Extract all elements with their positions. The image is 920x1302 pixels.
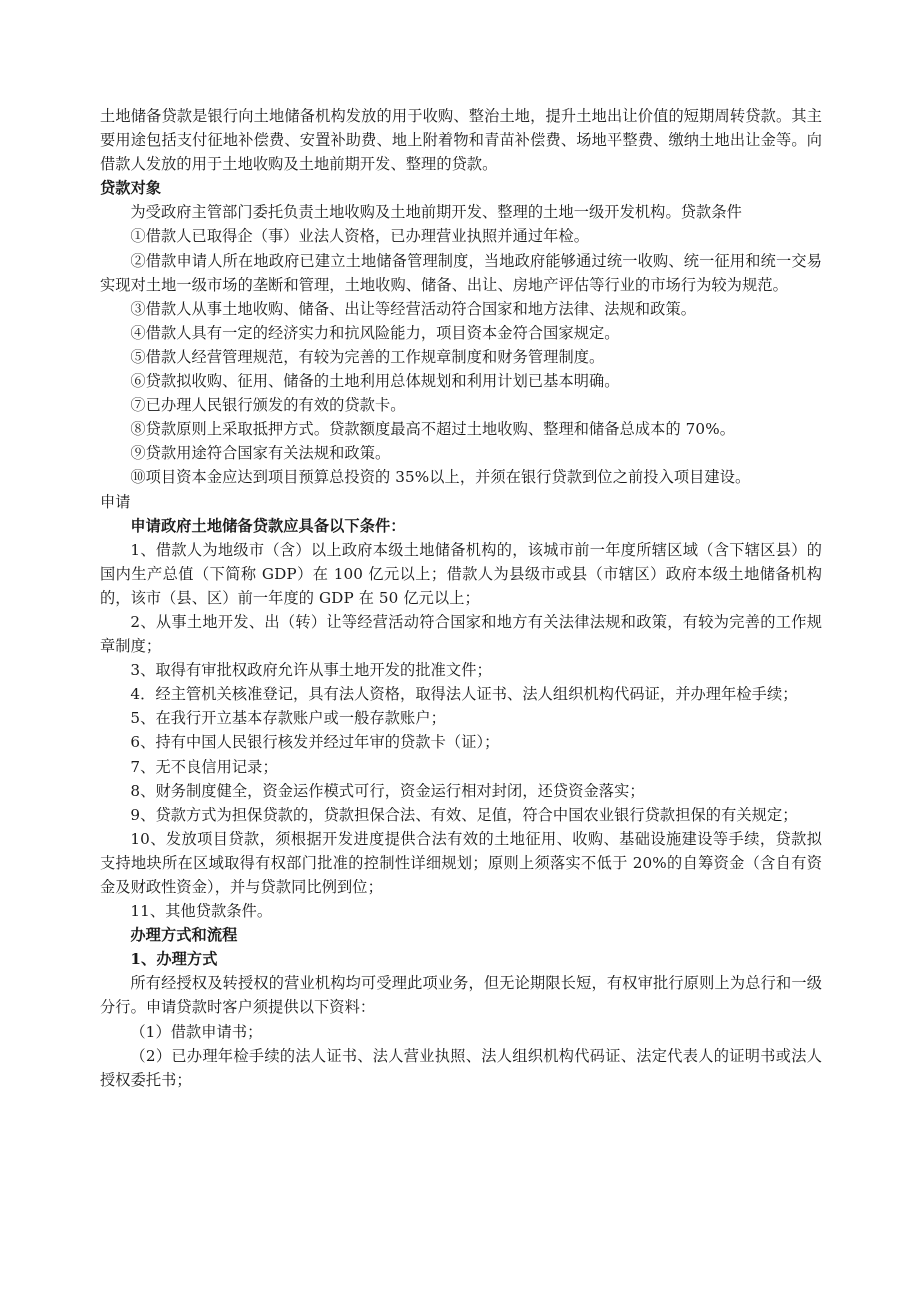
list-item-apply-9: 9、贷款方式为担保贷款的，贷款担保合法、有效、足值，符合中国农业银行贷款担保的有关规定； — [130, 805, 798, 824]
list-item-apply-2: 2、从事土地开发、出（转）让等经营活动符合国家和地方有关法律法规和政策，有较为完善的工作规章制度； — [100, 612, 822, 656]
list-item-condition-3: ③借款人从事土地收购、储备、出让等经营活动符合国家和地方法律、法规和政策。 — [130, 299, 697, 318]
list-item-apply-7: 7、无不良信用记录； — [130, 757, 278, 776]
list-item-apply-1: 1、借款人为地级市（含）以上政府本级土地储备机构的，该城市前一年度所辖区域（含下辖区县）的国内生产总值（下简称 GDP）在 100 亿元以上；借款人为县级市或县（市辖区）政府本级土地储备机构的，该市（县、区）前一年度的 GDP 在 50 亿元以上； — [100, 540, 822, 607]
list-item-apply-8: 8、财务制度健全，资金运作模式可行，资金运行相对封闭，还贷资金落实； — [130, 781, 645, 800]
list-item-condition-6: ⑥贷款拟收购、征用、储备的土地利用总体规划和利用计划已基本明确。 — [130, 372, 620, 391]
list-item-apply-11: 11、其他贷款条件。 — [130, 902, 273, 921]
heading-loan-target: 贷款对象 — [100, 179, 162, 198]
list-item-apply-5: 5、在我行开立基本存款账户或一般存款账户； — [130, 709, 446, 728]
list-item-condition-5: ⑤借款人经营管理规范，有较为完善的工作规章制度和财务管理制度。 — [130, 347, 605, 366]
list-item-condition-9: ⑨贷款用途符合国家有关法规和政策。 — [130, 444, 391, 463]
list-item-condition-1: ①借款人已取得企（事）业法人资格，已办理营业执照并通过年检。 — [130, 227, 590, 246]
list-item-condition-7: ⑦已办理人民银行颁发的有效的贷款卡。 — [130, 396, 406, 415]
list-item-material-2: （2）已办理年检手续的法人证书、法人营业执照、法人组织机构代码证、法定代表人的证明书或法人授权委托书； — [100, 1046, 822, 1089]
list-item-condition-4: ④借款人具有一定的经济实力和抗风险能力，项目资本金符合国家规定。 — [130, 323, 620, 342]
heading-application: 申请 — [100, 492, 131, 511]
list-item-condition-2: ②借款申请人所在地政府已建立土地储备管理制度，当地政府能够通过统一收购、统一征用和统一交易实现对土地一级市场的垄断和管理，土地收购、储备、出让、房地产评估等行业的市场行为较为规范。 — [100, 251, 822, 294]
list-item-apply-3: 3、取得有审批权政府允许从事土地开发的批准文件； — [130, 661, 492, 680]
heading-process-method: 1、办理方式 — [130, 950, 218, 969]
list-item-apply-10: 10、发放项目贷款，须根据开发进度提供合法有效的土地征用、收购、基础设施建设等手续，贷款拟支持地块所在区域取得有权部门批准的控制性详细规划；原则上须落实不低于 20%的自筹资金（含自有资金及财政性资金），并与贷款同比例到位； — [100, 829, 822, 896]
heading-application-conditions: 申请政府土地储备贷款应具备以下条件： — [130, 516, 406, 535]
list-item-apply-6: 6、持有中国人民银行核发并经过年审的贷款卡（证）； — [130, 733, 500, 752]
document-body — [100, 104, 822, 1092]
list-item-condition-10: ⑩项目资本金应达到项目预算总投资的 35%以上，并须在银行贷款到位之前投入项目建设。 — [130, 468, 751, 487]
list-item-condition-8: ⑧贷款原则上采取抵押方式。贷款额度最高不超过土地收购、整理和储备总成本的 70%。 — [130, 420, 736, 439]
paragraph-process-body: 所有经授权及转授权的营业机构均可受理此项业务，但无论期限长短，有权审批行原则上为总行和一级分行。申请贷款时客户须提供以下资料： — [100, 974, 822, 1017]
paragraph-loan-target-body: 为受政府主管部门委托负责土地收购及土地前期开发、整理的土地一级开发机构。贷款条件 — [130, 203, 742, 222]
paragraph-intro: 土地储备贷款是银行向土地储备机构发放的用于收购、整治土地，提升土地出让价值的短期周转贷款。其主要用途包括支付征地补偿费、安置补助费、地上附着物和青苗补偿费、场地平整费、缴纳土地出让金等。向借款人发放的用于土地收购及土地前期开发、整理的贷款。 — [100, 107, 822, 174]
list-item-apply-4: 4．经主管机关核准登记，具有法人资格，取得法人证书、法人组织机构代码证，并办理年检手续； — [130, 685, 798, 704]
list-item-material-1: （1）借款申请书； — [130, 1022, 263, 1041]
heading-process: 办理方式和流程 — [130, 926, 238, 945]
